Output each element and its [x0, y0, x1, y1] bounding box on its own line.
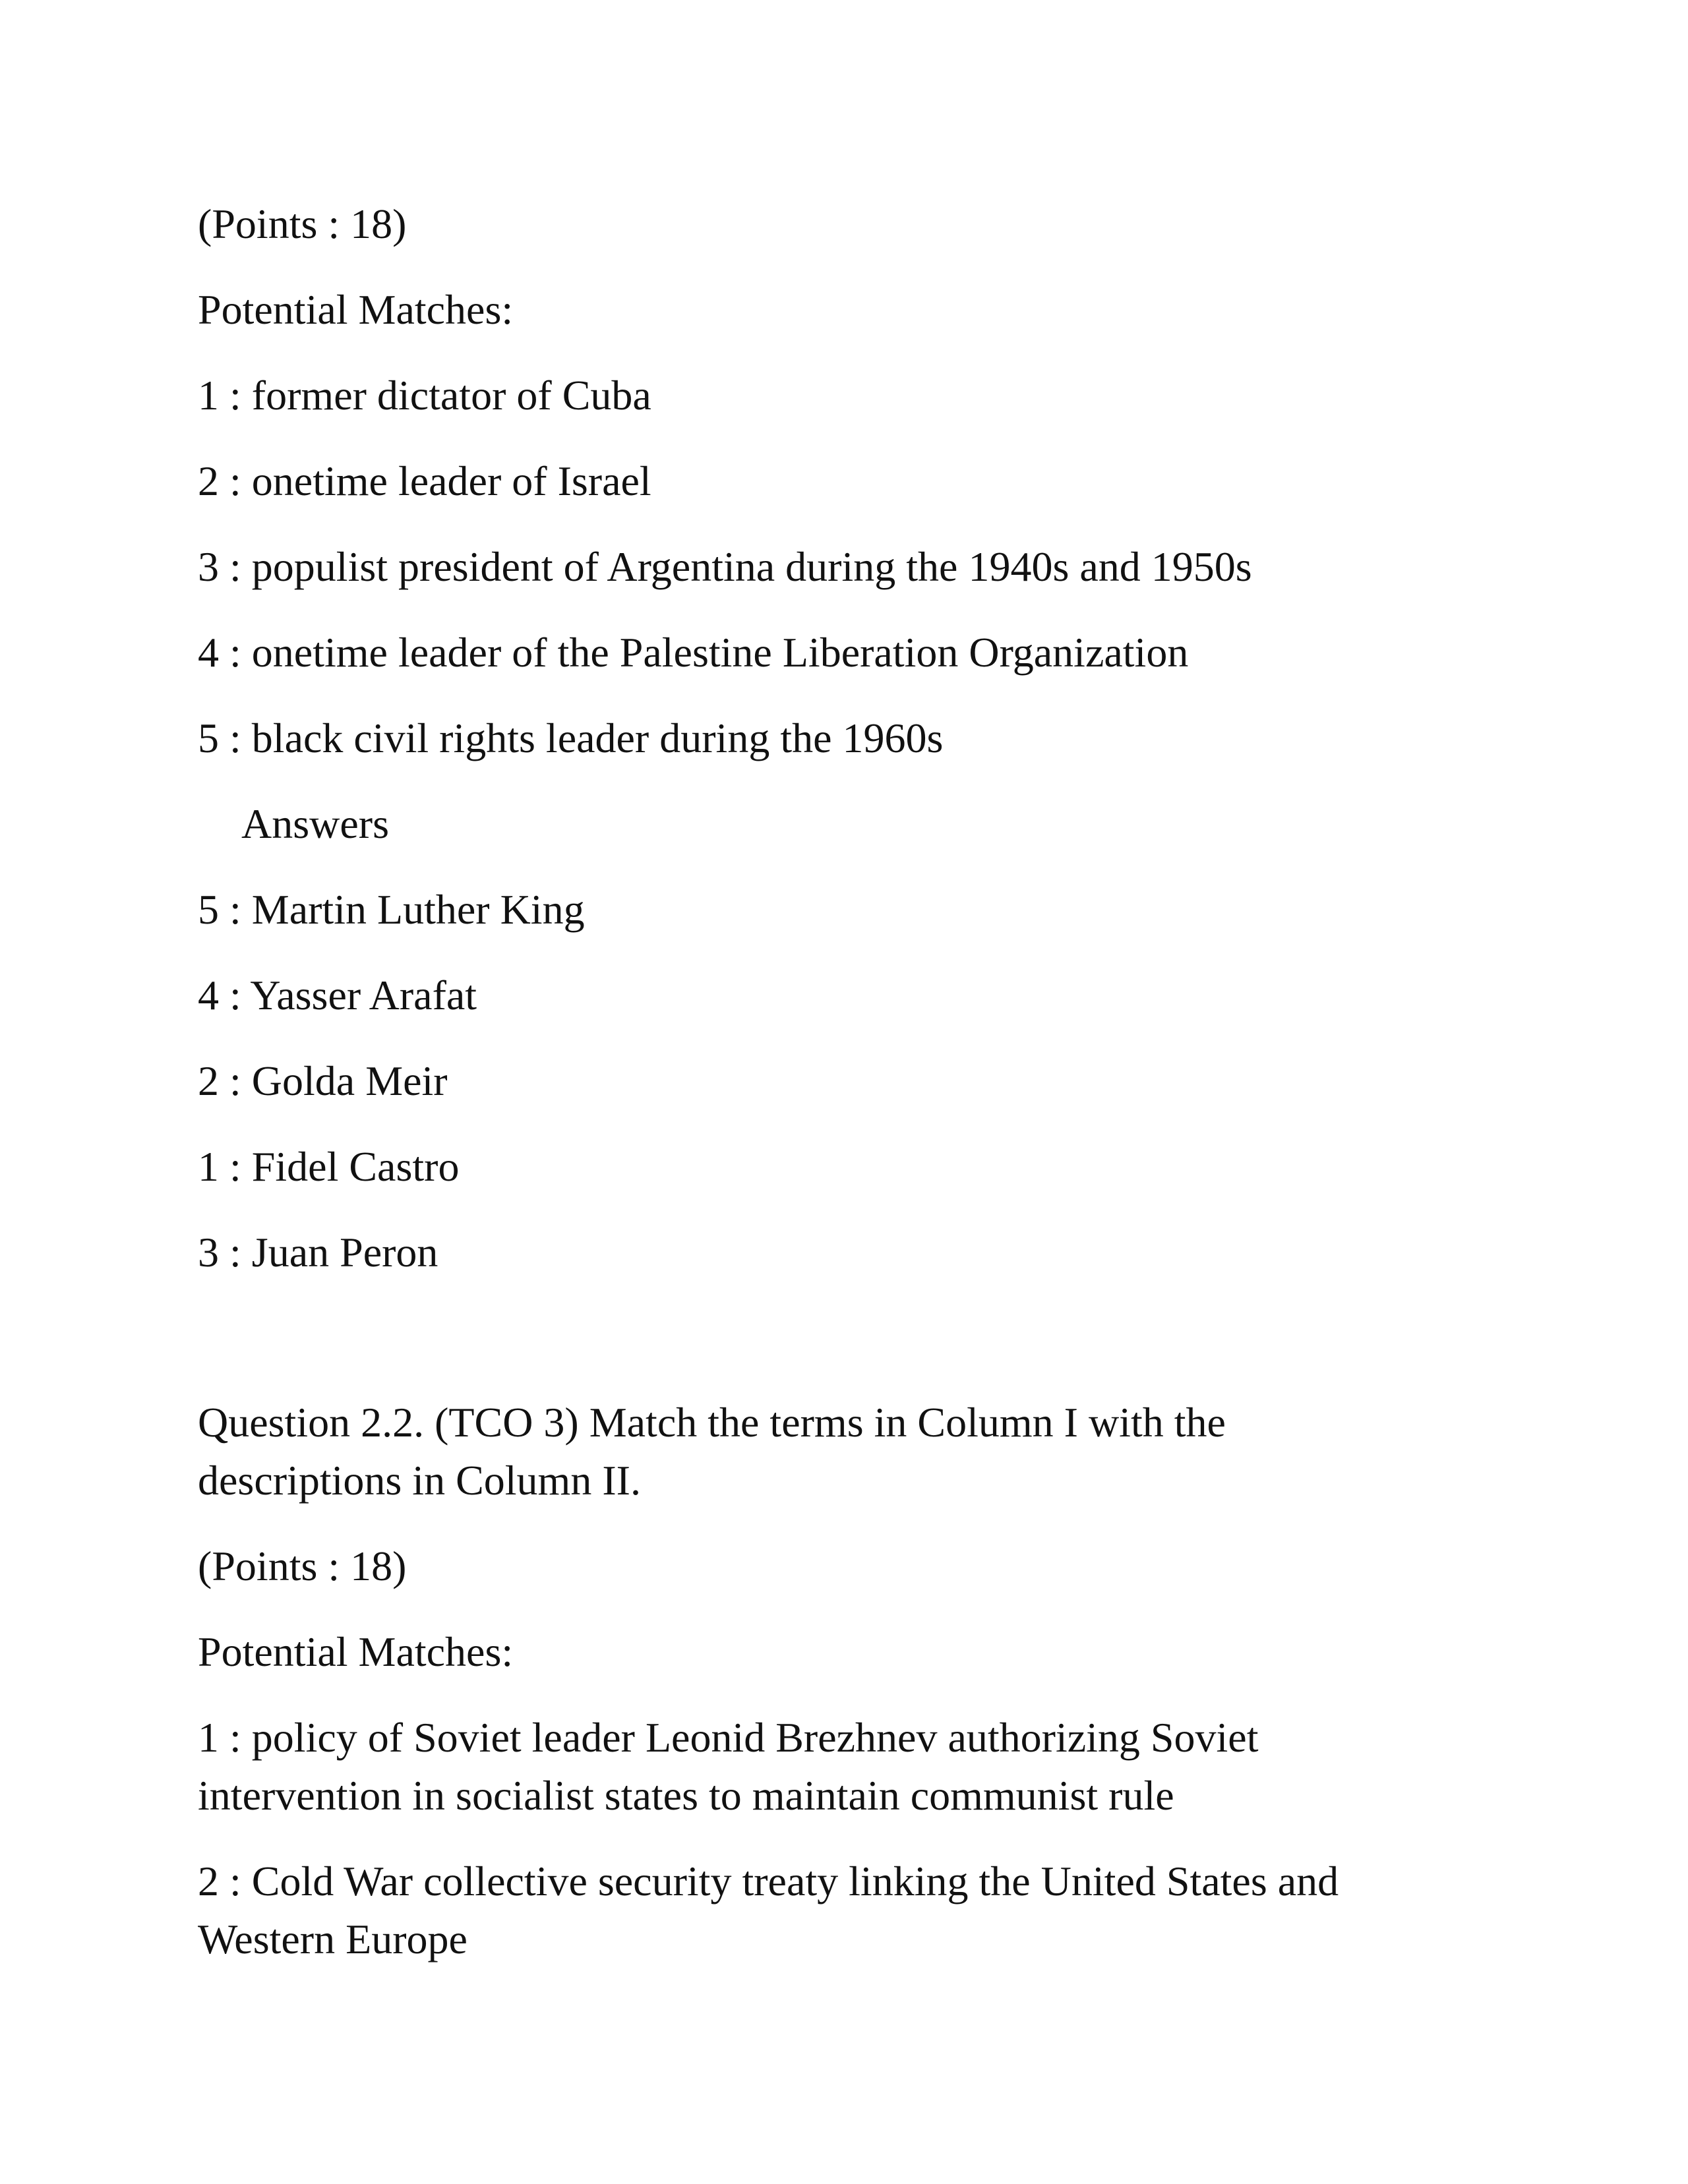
- match-item: 2 : onetime leader of Israel: [198, 457, 651, 504]
- match-item-line: 2 : Cold War collective security treaty linking the United States and: [198, 1858, 1339, 1904]
- answers-label: Answers: [241, 800, 389, 847]
- match-item-line: 1 : policy of Soviet leader Leonid Brezhnev authorizing Soviet: [198, 1714, 1259, 1761]
- match-item-line: Western Europe: [198, 1916, 467, 1963]
- points-label: (Points : 18): [198, 200, 407, 247]
- answer-item: 3 : Juan Peron: [198, 1229, 438, 1276]
- potential-matches-label: Potential Matches:: [198, 286, 514, 333]
- answer-item: 1 : Fidel Castro: [198, 1143, 460, 1190]
- question-text-line: Question 2.2. (TCO 3) Match the terms in Column I with the: [198, 1399, 1226, 1446]
- match-item: 3 : populist president of Argentina during the 1940s and 1950s: [198, 543, 1252, 590]
- match-item: 4 : onetime leader of the Palestine Liberation Organization: [198, 629, 1189, 676]
- answer-item: 4 : Yasser Arafat: [198, 972, 477, 1018]
- match-item-line: intervention in socialist states to maintain communist rule: [198, 1772, 1174, 1819]
- answer-item: 5 : Martin Luther King: [198, 886, 585, 933]
- potential-matches-label: Potential Matches:: [198, 1628, 514, 1675]
- answer-item: 2 : Golda Meir: [198, 1057, 448, 1104]
- match-item: 5 : black civil rights leader during the 1960s: [198, 715, 944, 761]
- question-text-line: descriptions in Column II.: [198, 1457, 641, 1504]
- points-label: (Points : 18): [198, 1543, 407, 1589]
- match-item: 1 : former dictator of Cuba: [198, 372, 651, 419]
